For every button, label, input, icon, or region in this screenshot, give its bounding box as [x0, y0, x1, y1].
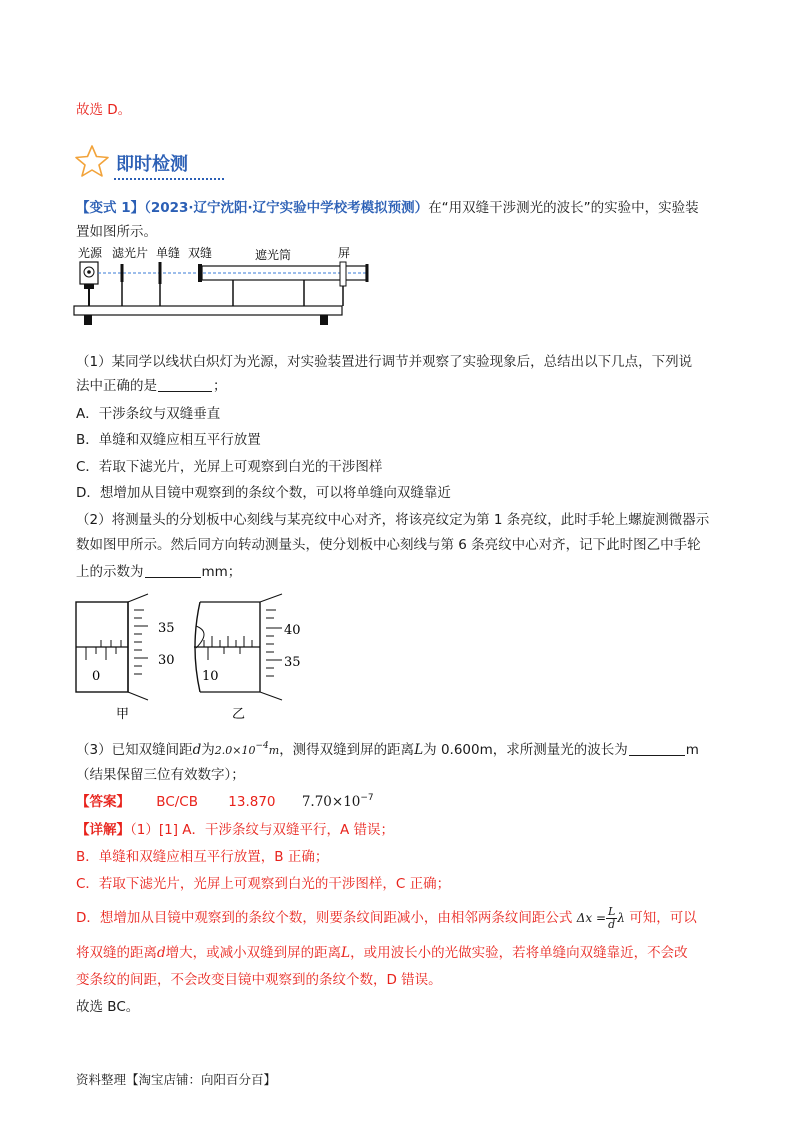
- part1-answer-blank[interactable]: [158, 378, 212, 392]
- label-screen: 屏: [338, 246, 351, 260]
- part1-stem-cont: 法中正确的是 ；: [76, 378, 227, 394]
- section-title: 即时检测: [116, 154, 188, 175]
- jia-caption: 甲: [116, 707, 130, 722]
- part2-stem-end: 上的示数为 mm；: [76, 564, 242, 580]
- option-d: D．想增加从目镜中观察到的条纹个数，可以将单缝向双缝靠近: [76, 485, 451, 501]
- label-double-slit: 双缝: [188, 246, 213, 260]
- micrometer-jia: [76, 594, 175, 722]
- question-source: （2023·辽宁沈阳·辽宁实验中学校考模拟预测）: [144, 200, 429, 216]
- answer-3: 7.70×10: [301, 794, 361, 810]
- part3-stem: （3）已知双缝间距d为$2.0\times 10^{-4}m$，测得双缝到屏的距离L为 0.600m，求所测量光的波长为 m: [76, 741, 699, 758]
- label-light-source: 光源: [78, 246, 103, 260]
- yi-thimble-bottom: 35: [284, 655, 301, 670]
- explanation-line1: 【详解】（1）[1] A．干涉条纹与双缝平行，A 错误；: [76, 822, 395, 838]
- yi-main-reading: 10: [202, 669, 219, 684]
- part2-stem: （2）将测量头的分划板中心刻线与某亮纹中心对齐，将该亮纹定为第 1 条亮纹，此时手轮上螺旋测微器示: [76, 512, 710, 528]
- label-single-slit: 单缝: [156, 246, 181, 260]
- explanation-line6: 变条纹的间距，不会改变目镜中观察到的条纹个数，D 错误。: [76, 972, 442, 988]
- formula: Δx = $\frac{L}{d}$ λ: [576, 905, 625, 931]
- part2-stem-cont: 数如图甲所示。然后同方向转动测量头，使分划板中心刻线与第 6 条亮纹中心对齐，记下此时图乙中手轮: [76, 537, 701, 553]
- jia-thimble-top: 35: [158, 621, 175, 636]
- answer-line: 【答案】 BC/CB 13.870 $7.70\times 10^{-7}$: [76, 793, 374, 810]
- question-tag: 【变式 1】: [76, 200, 145, 216]
- previous-conclusion: 故选 D。: [76, 102, 132, 118]
- answer-2: 13.870: [228, 794, 276, 810]
- apparatus-diagram: [72, 244, 372, 334]
- option-a: A．干涉条纹与双缝垂直: [76, 406, 221, 422]
- yi-thimble-top: 40: [284, 623, 301, 638]
- jia-thimble-bottom: 30: [158, 653, 175, 668]
- label-tube: 遮光筒: [255, 248, 292, 262]
- part1-stem: （1）某同学以线状白炽灯为光源，对实验装置进行调节并观察了实验现象后，总结出以下几点，下列说: [76, 354, 693, 370]
- explanation-line2: B．单缝和双缝应相互平行放置，B 正确；: [76, 849, 329, 865]
- explanation-line3: C．若取下滤光片，光屏上可观察到白光的干涉图样，C 正确；: [76, 876, 451, 892]
- explanation-conclusion: 故选 BC。: [76, 999, 140, 1015]
- explanation-label: 【详解】: [76, 822, 130, 838]
- jia-main-reading: 0: [92, 669, 101, 684]
- question-intro-cont: 置如图所示。: [76, 224, 157, 240]
- answer-1: BC/CB: [156, 794, 198, 810]
- part2-answer-blank[interactable]: [145, 564, 201, 578]
- part3-note: （结果保留三位有效数字）；: [76, 767, 245, 783]
- micrometer-yi: [194, 594, 301, 722]
- option-b: B．单缝和双缝应相互平行放置: [76, 432, 261, 448]
- explanation-line5: 将双缝的距离d增大，或减小双缝到屏的距离L，或用波长小的光做实验，若将单缝向双缝靠近，不会改: [76, 945, 688, 961]
- footer-credit: 资料整理【淘宝店铺：向阳百分百】: [76, 1072, 277, 1087]
- section-underline: [114, 178, 224, 180]
- answer-label: 【答案】: [76, 794, 130, 810]
- explanation-line4: D．想增加从目镜中观察到的条纹个数，则要条纹间距减小，由相邻两条纹间距公式 Δx = $\frac{L}{d}$ λ 可知，可以: [76, 905, 697, 931]
- part3-answer-blank[interactable]: [629, 742, 685, 756]
- star-icon: [74, 144, 110, 178]
- option-c: C．若取下滤光片，光屏上可观察到白光的干涉图样: [76, 459, 383, 475]
- yi-caption: 乙: [232, 707, 246, 722]
- micrometer-figures: [72, 592, 312, 722]
- label-filter: 滤光片: [112, 246, 149, 260]
- question-intro: 【变式 1】（2023·辽宁沈阳·辽宁实验中学校考模拟预测）在“用双缝干涉测光的波长”的实验中，实验装: [76, 200, 699, 216]
